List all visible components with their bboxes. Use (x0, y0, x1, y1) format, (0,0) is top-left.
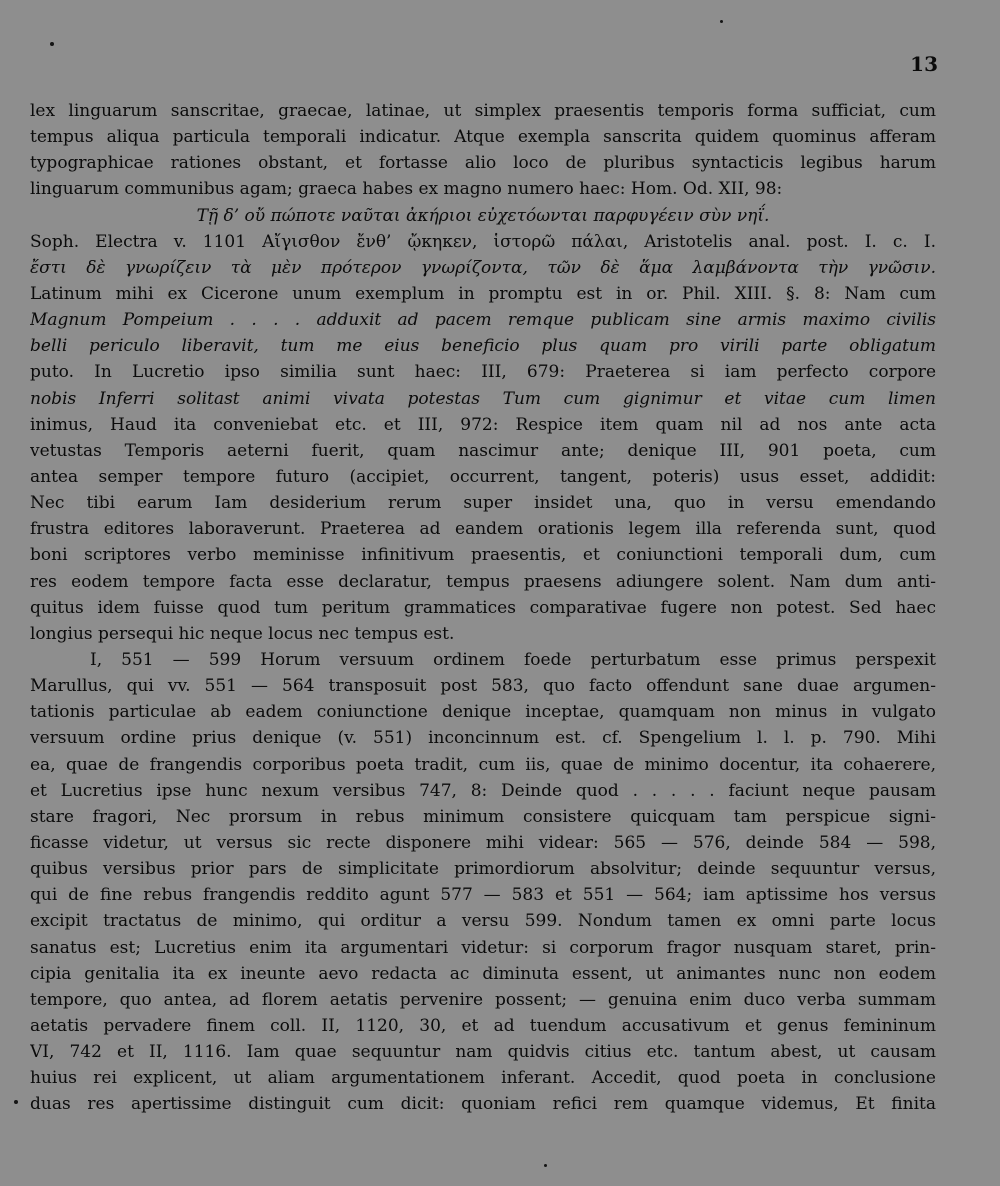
text-line: stare fragori, Nec prorsum in rebus minimum consistere quicquam tam perspicue signi- (30, 806, 936, 827)
print-speck (14, 1100, 18, 1104)
text-line: Soph. Electra v. 1101 Αἴγισθον ἔνθ’ ᾤκηκεν, ἱστορῶ πάλαι, Aristotelis anal. post. I. c. I. (30, 231, 936, 252)
text-line: sanatus est; Lucretius enim ita argumentari videtur: si corporum fragor nusquam staret, prin- (30, 937, 936, 958)
text-line: nobis Inferri solitast animi vivata potestas Tum cum gignimur et vitae cum limen (30, 388, 936, 409)
text-line: lex linguarum sanscritae, graecae, latinae, ut simplex praesentis temporis forma sufficiat, cum (30, 101, 936, 121)
text-line: frustra editores laboraverunt. Praeterea ad eandem orationis legem illa referenda sunt, quod (30, 519, 936, 540)
text-line: VI, 742 et II, 1116. Iam quae sequuntur nam quidvis citius etc. tantum abest, ut causam (30, 1042, 936, 1063)
text-line: Nec tibi earum Iam desiderium rerum super insidet una, quo in versu emendando (30, 493, 936, 514)
text-line: linguarum communibus agam; graeca habes ex magno numero haec: Hom. Od. XII, 98: (30, 179, 783, 200)
text-line: boni scriptores verbo meminisse infinitivum praesentis, et coniunctioni temporali dum, cum (30, 545, 936, 566)
text-line: res eodem tempore facta esse declaratur, tempus praesens adiungere solent. Nam dum anti- (30, 571, 936, 592)
text-line: duas res apertissime distinguit cum dicit: quoniam refici rem quamque videmus, Et finita (30, 1094, 936, 1115)
text-line: excipit tractatus de minimo, qui orditur a versu 599. Nondum tamen ex omni parte locus (30, 911, 936, 932)
text-line: Magnum Pompeium . . . . adduxit ad pacem remque publicam sine armis maximo civilis (30, 310, 936, 331)
text-line: tempus aliqua particula temporali indicatur. Atque exempla sanscrita quidem quominus afferam (30, 127, 936, 148)
text-line: Latinum mihi ex Cicerone unum exemplum in promptu est in or. Phil. XIII. §. 8: Nam cum (30, 283, 936, 304)
text-line: cipia genitalia ita ex ineunte aevo redacta ac diminuta essent, ut animantes nunc non eodem (30, 963, 936, 984)
print-speck (720, 20, 723, 23)
text-line: typographicae rationes obstant, et fortasse alio loco de pluribus syntacticis legibus harum (30, 153, 936, 174)
text-line: huius rei explicent, ut aliam argumentationem inferant. Accedit, quod poeta in conclusione (30, 1068, 936, 1089)
page-number: 13 (910, 52, 938, 76)
text-line: tempore, quo antea, ad florem aetatis pervenire possent; — genuina enim duco verba summam (30, 989, 936, 1010)
text-line: qui de fine rebus frangendis reddito agunt 577 — 583 et 551 — 564; iam aptissime hos versus (30, 885, 936, 906)
text-line: quibus versibus prior pars de simplicitate primordiorum absolvitur; deinde sequuntur versus, (30, 859, 936, 880)
text-line: ea, quae de frangendis corporibus poeta tradit, cum iis, quae de minimo docentur, ita cohaerere, (30, 754, 936, 775)
print-speck (544, 1164, 547, 1167)
print-speck (50, 42, 54, 46)
text-line: vetustas Temporis aeterni fuerit, quam nascimur ante; denique III, 901 poeta, cum (30, 440, 936, 461)
text-line: quitus idem fuisse quod tum peritum grammatices comparativae fugere non potest. Sed haec (30, 597, 936, 618)
text-line: belli periculo liberavit, tum me eius beneficio plus quam pro virili parte obligatum (30, 336, 936, 357)
text-line: puto. In Lucretio ipso similia sunt haec: III, 679: Praeterea si iam perfecto corpore (30, 362, 936, 383)
text-line: aetatis pervadere finem coll. II, 1120, 30, et ad tuendum accusativum et genus femininum (30, 1015, 936, 1036)
text-line: I, 551 — 599 Horum versuum ordinem foede perturbatum esse primus perspexit (90, 649, 936, 670)
text-line: inimus, Haud ita conveniebat etc. et III, 972: Respice item quam nil ad nos ante acta (30, 414, 936, 435)
text-line: Τῇ δ’ οὔ πώποτε ναῦται ἀκήριοι εὐχετόωνται παρφυγέειν σὺν νηΐ. (196, 205, 770, 226)
text-line: tationis particulae ab eadem coniunctione denique inceptae, quamquam non minus in vulgato (30, 702, 936, 723)
body-text (30, 98, 936, 1117)
text-line: Marullus, qui vv. 551 — 564 transposuit post 583, quo facto offendunt sane duae argumen- (30, 676, 936, 697)
text-line: ficasse videtur, ut versus sic recte disponere mihi videar: 565 — 576, deinde 584 — 598, (30, 832, 936, 853)
text-line: longius persequi hic neque locus nec tempus est. (30, 623, 455, 644)
text-line: et Lucretius ipse hunc nexum versibus 747, 8: Deinde quod . . . . . faciunt neque pausam (30, 780, 936, 801)
text-line: versuum ordine prius denique (v. 551) inconcinnum est. cf. Spengelium l. l. p. 790. Mihi (30, 728, 936, 749)
text-line: antea semper tempore futuro (accipiet, occurrent, tangent, poteris) usus esset, addidit: (30, 466, 936, 487)
text-line: ἔστι δὲ γνωρίζειν τὰ μὲν πρότερον γνωρίζοντα, τῶν δὲ ἅμα λαμβάνοντα τὴν γνῶσιν. (30, 257, 936, 278)
